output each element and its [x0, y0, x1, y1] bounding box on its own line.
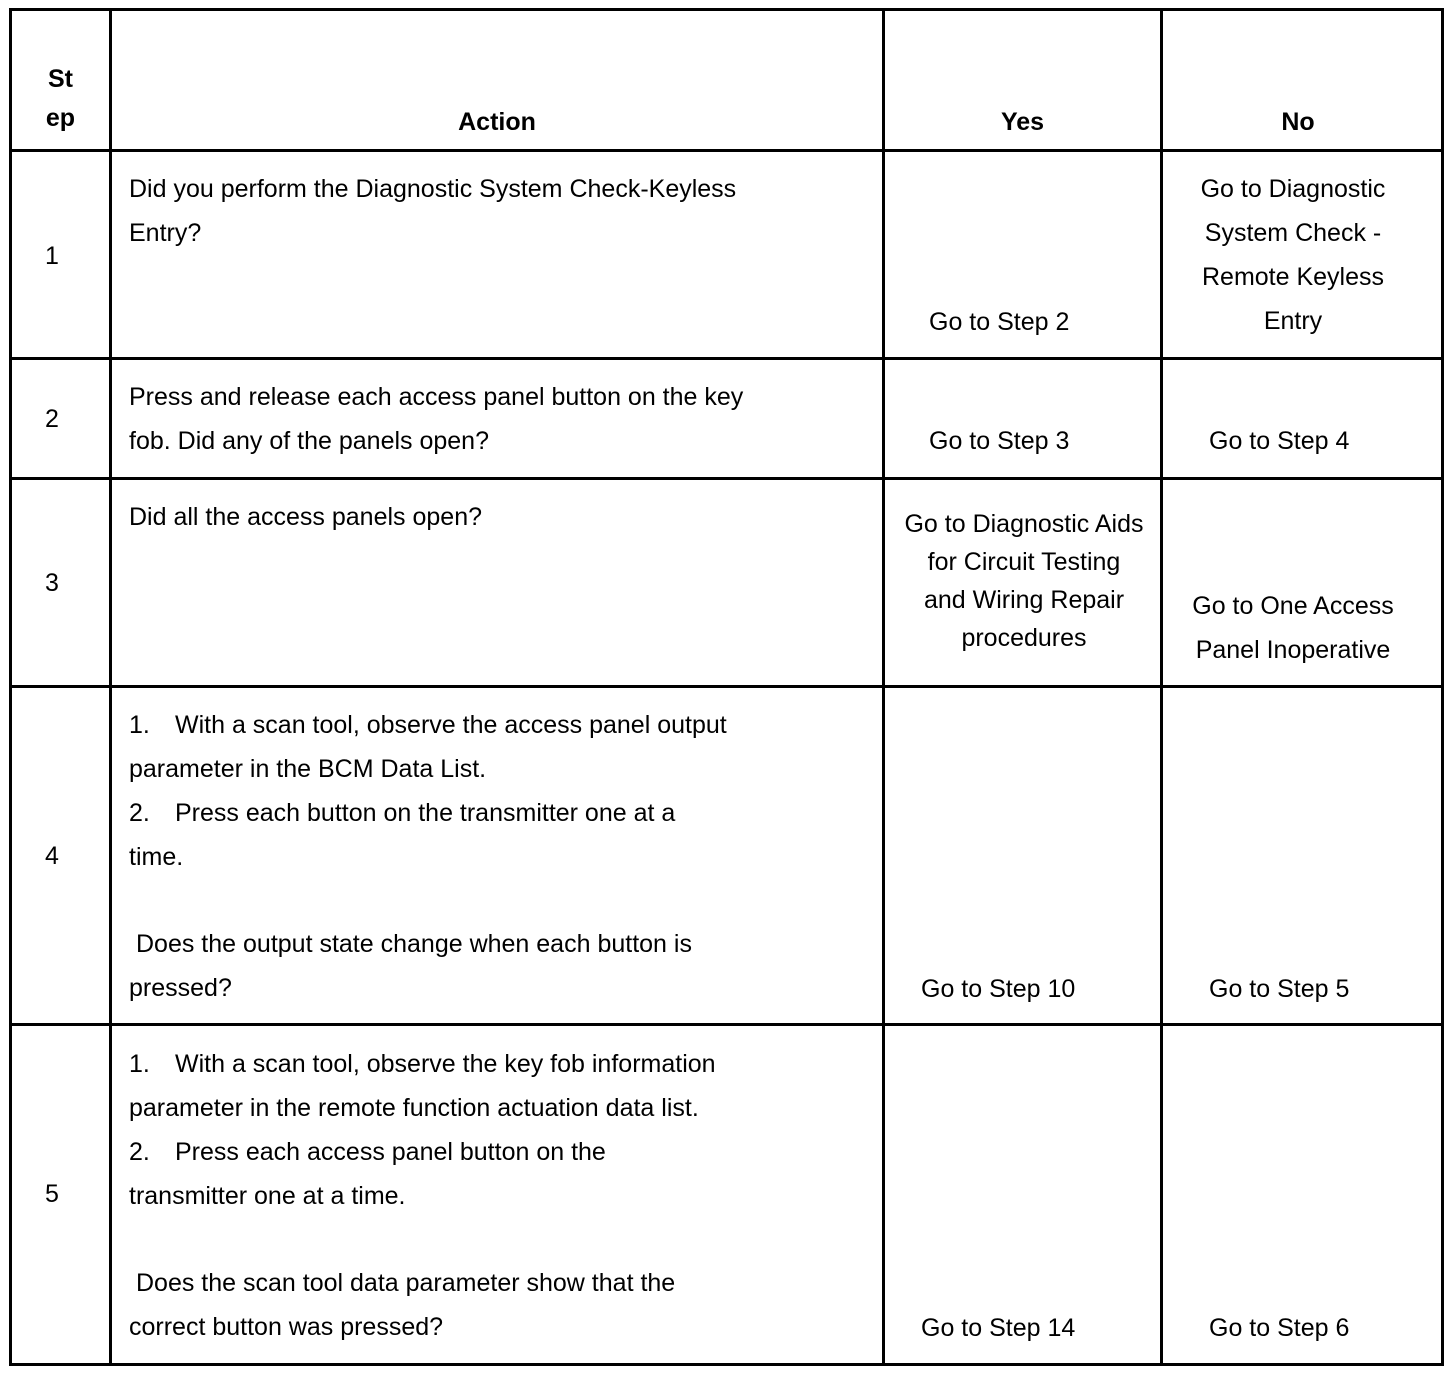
step-number: 4: [45, 842, 59, 870]
step-number: 1: [45, 242, 59, 270]
yes-link[interactable]: Go to Step 3: [929, 427, 1070, 455]
list-item: 1. With a scan tool, observe the access panel output: [129, 711, 727, 739]
action-question: Does the scan tool data parameter show that the correct button was pressed?: [129, 1269, 676, 1341]
step-number: 5: [45, 1180, 59, 1208]
list-item: 2. Press each access panel button on the: [129, 1138, 606, 1166]
yes-link[interactable]: Go to Diagnostic Aids for Circuit Testing and Wiring Repair procedures: [904, 510, 1144, 652]
action-text: Did you perform the Diagnostic System Check-Keyless Entry?: [129, 175, 737, 247]
action-text: 1. With a scan tool, observe the access panel output parameter in the BCM Data List. 2. Press each button on the transmitter one at a time.: [129, 703, 727, 879]
list-item: 1. With a scan tool, observe the key fob information: [129, 1050, 716, 1078]
list-item: 2. Press each button on the transmitter one at a: [129, 799, 676, 827]
row-divider: [9, 1023, 1444, 1026]
yes-link[interactable]: Go to Step 2: [929, 308, 1070, 336]
row-divider: [9, 357, 1444, 360]
yes-link[interactable]: Go to Step 10: [921, 975, 1076, 1003]
no-link[interactable]: Go to Diagnostic System Check - Remote Keyless Entry: [1200, 175, 1386, 335]
action-text: 1. With a scan tool, observe the key fob information parameter in the remote function actuation data list. 2. Press each access panel button on the transmitter one at a time.: [129, 1042, 716, 1218]
no-link[interactable]: Go to Step 5: [1209, 975, 1350, 1003]
action-text: Did all the access panels open?: [129, 503, 483, 531]
row-divider: [9, 149, 1444, 152]
no-link[interactable]: Go to Step 4: [1209, 427, 1350, 455]
action-text: Press and release each access panel button on the key fob. Did any of the panels open?: [129, 383, 744, 455]
row-divider: [9, 477, 1444, 480]
header-no: No: [1281, 108, 1315, 136]
yes-link[interactable]: Go to Step 14: [921, 1314, 1076, 1342]
no-link[interactable]: Go to Step 6: [1209, 1314, 1350, 1342]
header-action: Action: [458, 108, 536, 136]
step-number: 3: [45, 569, 59, 597]
row-divider: [9, 685, 1444, 688]
header-yes: Yes: [1000, 108, 1045, 136]
step-number: 2: [45, 405, 59, 433]
header-step: St ep: [45, 65, 76, 132]
action-question: Does the output state change when each button is pressed?: [129, 930, 692, 1002]
no-link[interactable]: Go to One Access Panel Inoperative: [1192, 592, 1394, 664]
